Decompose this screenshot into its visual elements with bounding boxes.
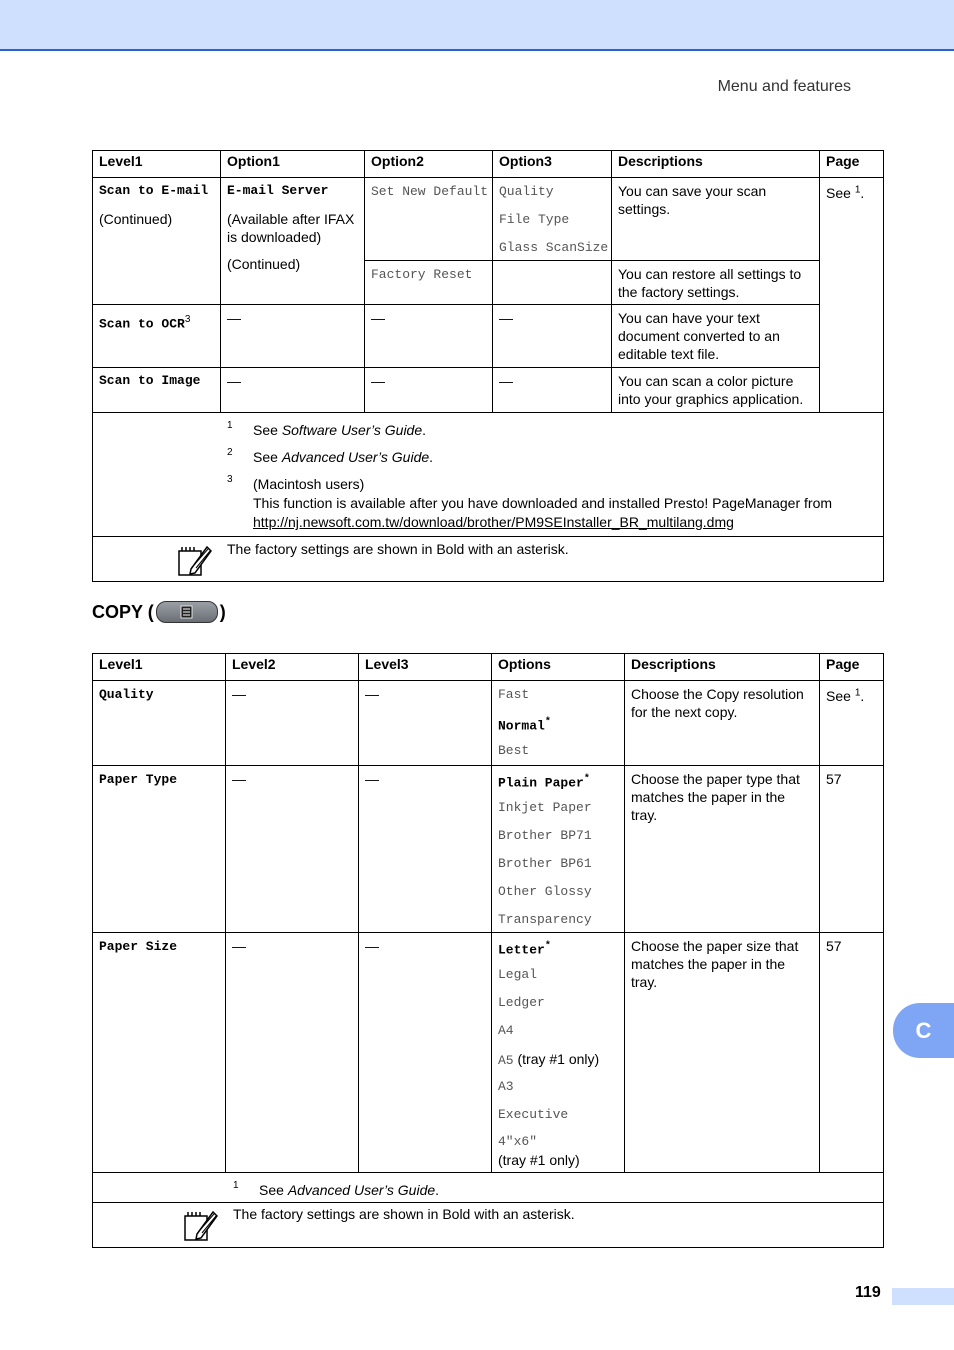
page-number-bar: [892, 1288, 954, 1305]
menu-option: A5 (tray #1 only): [498, 1051, 600, 1068]
option3-cell: —: [493, 305, 612, 368]
description-text: You can scan a color picture into your graphics application.: [618, 373, 804, 407]
page-cell: [820, 178, 884, 413]
menu-item-label: Scan to OCR$^3$: [99, 314, 191, 332]
option2-cell: —: [365, 305, 493, 368]
page-ref: 57: [826, 771, 842, 787]
table-header-row: [93, 654, 884, 681]
description-cell: [625, 933, 820, 1173]
footnotes-row: [93, 413, 884, 537]
menu-option: Legal: [498, 967, 538, 982]
menu-option: Other Glossy: [498, 884, 592, 899]
footnotes-cell: [93, 413, 884, 537]
menu-option: Fast: [498, 687, 530, 702]
chapter-tab: C: [893, 1003, 954, 1058]
menu-item-label: E-mail Server: [227, 183, 329, 198]
table-row: [93, 178, 884, 261]
footnote: 3 (Macintosh users) This function is available after you have downloaded and installed Presto! PageManager from http://nj.newsoft.com.tw/download/brother/PM9SEInstaller_BR_multilang.dmg: [227, 474, 833, 530]
menu-option-default: Normal*: [498, 717, 551, 734]
continued-label: (Continued): [227, 256, 301, 272]
description-cell: [612, 261, 820, 305]
description-text: You can restore all settings to the factory settings.: [618, 266, 802, 300]
options-cell: [492, 681, 625, 766]
col-header: Level1: [93, 654, 226, 681]
scan-menu-table: [92, 150, 884, 582]
footnote: 1 See Software User’s Guide.: [227, 420, 427, 438]
options-cell: [492, 766, 625, 933]
option-note: (tray #1 only): [498, 1152, 580, 1168]
footnote: 1 See Advanced User’s Guide.: [233, 1180, 440, 1198]
description-text: Choose the paper size that matches the paper in the tray.: [631, 938, 799, 990]
description-cell: [625, 681, 820, 766]
option3-cell: —: [493, 368, 612, 413]
level1-cell: [93, 933, 226, 1173]
menu-option: A4: [498, 1023, 514, 1038]
menu-option: Quality: [499, 184, 554, 199]
menu-option: Brother BP71: [498, 828, 592, 843]
menu-item-label: Scan to E-mail: [99, 183, 209, 198]
top-banner: [0, 0, 954, 51]
description-text: Choose the Copy resolution for the next copy.: [631, 686, 804, 720]
col-header: Descriptions: [625, 654, 820, 681]
option3-cell: [493, 261, 612, 305]
menu-item-label: Scan to Image: [99, 373, 201, 388]
menu-option: Set New Default: [371, 184, 489, 199]
col-header: Option1: [221, 151, 365, 178]
page-number: 119: [855, 1284, 881, 1301]
menu-option: Brother BP61: [498, 856, 592, 871]
col-header: Descriptions: [612, 151, 820, 178]
menu-option: Best: [498, 743, 530, 758]
col-header: Options: [492, 654, 625, 681]
menu-option: Inkjet Paper: [498, 800, 592, 815]
page-ref: See $^1$.: [826, 184, 865, 201]
menu-option: Ledger: [498, 995, 545, 1010]
menu-option-default: Plain Paper*: [498, 774, 590, 791]
level2-cell: —: [226, 933, 359, 1173]
option1-cell: [221, 178, 365, 305]
continued-label: (Continued): [99, 211, 173, 227]
level1-cell: [93, 766, 226, 933]
menu-option: Factory Reset: [371, 267, 473, 282]
table-row: [93, 368, 884, 413]
description-text: Choose the paper type that matches the paper in the tray.: [631, 771, 800, 823]
option1-cell: —: [221, 368, 365, 413]
section-title: COPY ( ): [92, 601, 226, 622]
col-header: Option2: [365, 151, 493, 178]
option2-cell: [365, 261, 493, 305]
description-text: You can save your scan settings.: [618, 183, 767, 217]
col-header: Page: [820, 151, 884, 178]
level1-cell: [93, 368, 221, 413]
menu-option: 4"x6": [498, 1134, 538, 1149]
level1-cell: [93, 305, 221, 368]
level2-cell: —: [226, 681, 359, 766]
level3-cell: —: [359, 766, 492, 933]
option1-cell: —: [221, 305, 365, 368]
note-text: The factory settings are shown in Bold with an asterisk.: [227, 541, 569, 557]
table-row: [93, 681, 884, 766]
note-row: [93, 1203, 884, 1248]
option2-cell: [365, 178, 493, 261]
running-head: Menu and features: [717, 78, 851, 95]
menu-option: File Type: [499, 212, 570, 227]
table-row: [93, 305, 884, 368]
note-text: The factory settings are shown in Bold with an asterisk.: [233, 1206, 575, 1222]
option3-cell: [493, 178, 612, 261]
description-cell: [612, 368, 820, 413]
note-pencil-icon: [183, 1208, 219, 1242]
menu-option: Glass ScanSize: [499, 240, 609, 255]
col-header: Page: [820, 654, 884, 681]
description-cell: [625, 766, 820, 933]
menu-item-label: Quality: [99, 687, 154, 702]
col-header: Level3: [359, 654, 492, 681]
note-row: [93, 537, 884, 582]
menu-option: Executive: [498, 1107, 569, 1122]
description-cell: [612, 178, 820, 261]
level3-cell: —: [359, 681, 492, 766]
download-link[interactable]: http://nj.newsoft.com.tw/download/brother/PM9SEInstaller_BR_multilang.dmg: [253, 514, 734, 530]
menu-option: A3: [498, 1079, 514, 1094]
option2-cell: —: [365, 368, 493, 413]
col-header: Level2: [226, 654, 359, 681]
page-cell: [820, 766, 884, 933]
page-ref: 57: [826, 938, 842, 954]
page-cell: [820, 933, 884, 1173]
level1-cell: [93, 681, 226, 766]
table-header-row: [93, 151, 884, 178]
copy-menu-table: [92, 653, 884, 1248]
table-row: [93, 766, 884, 933]
col-header: Option3: [493, 151, 612, 178]
copy-key-icon: [156, 601, 218, 623]
footnotes-row: [93, 1173, 884, 1203]
level1-cell: [93, 178, 221, 305]
description-cell: [612, 305, 820, 368]
footnote: 2 See Advanced User’s Guide.: [227, 447, 434, 465]
page-ref: See $^1$.: [826, 687, 865, 704]
description-text: You can have your text document converted to an editable text file.: [618, 310, 780, 362]
level2-cell: —: [226, 766, 359, 933]
footnotes-cell: [93, 1173, 884, 1203]
col-header: Level1: [93, 151, 221, 178]
level3-cell: —: [359, 933, 492, 1173]
table-row: [93, 933, 884, 1173]
options-cell: [492, 933, 625, 1173]
menu-item-label: Paper Size: [99, 939, 178, 954]
page-cell: [820, 681, 884, 766]
availability-note: (Available after IFAX is downloaded): [227, 211, 355, 245]
menu-option-default: Letter*: [498, 941, 551, 958]
menu-option: Transparency: [498, 912, 592, 927]
note-pencil-icon: [177, 543, 213, 577]
menu-item-label: Paper Type: [99, 772, 178, 787]
